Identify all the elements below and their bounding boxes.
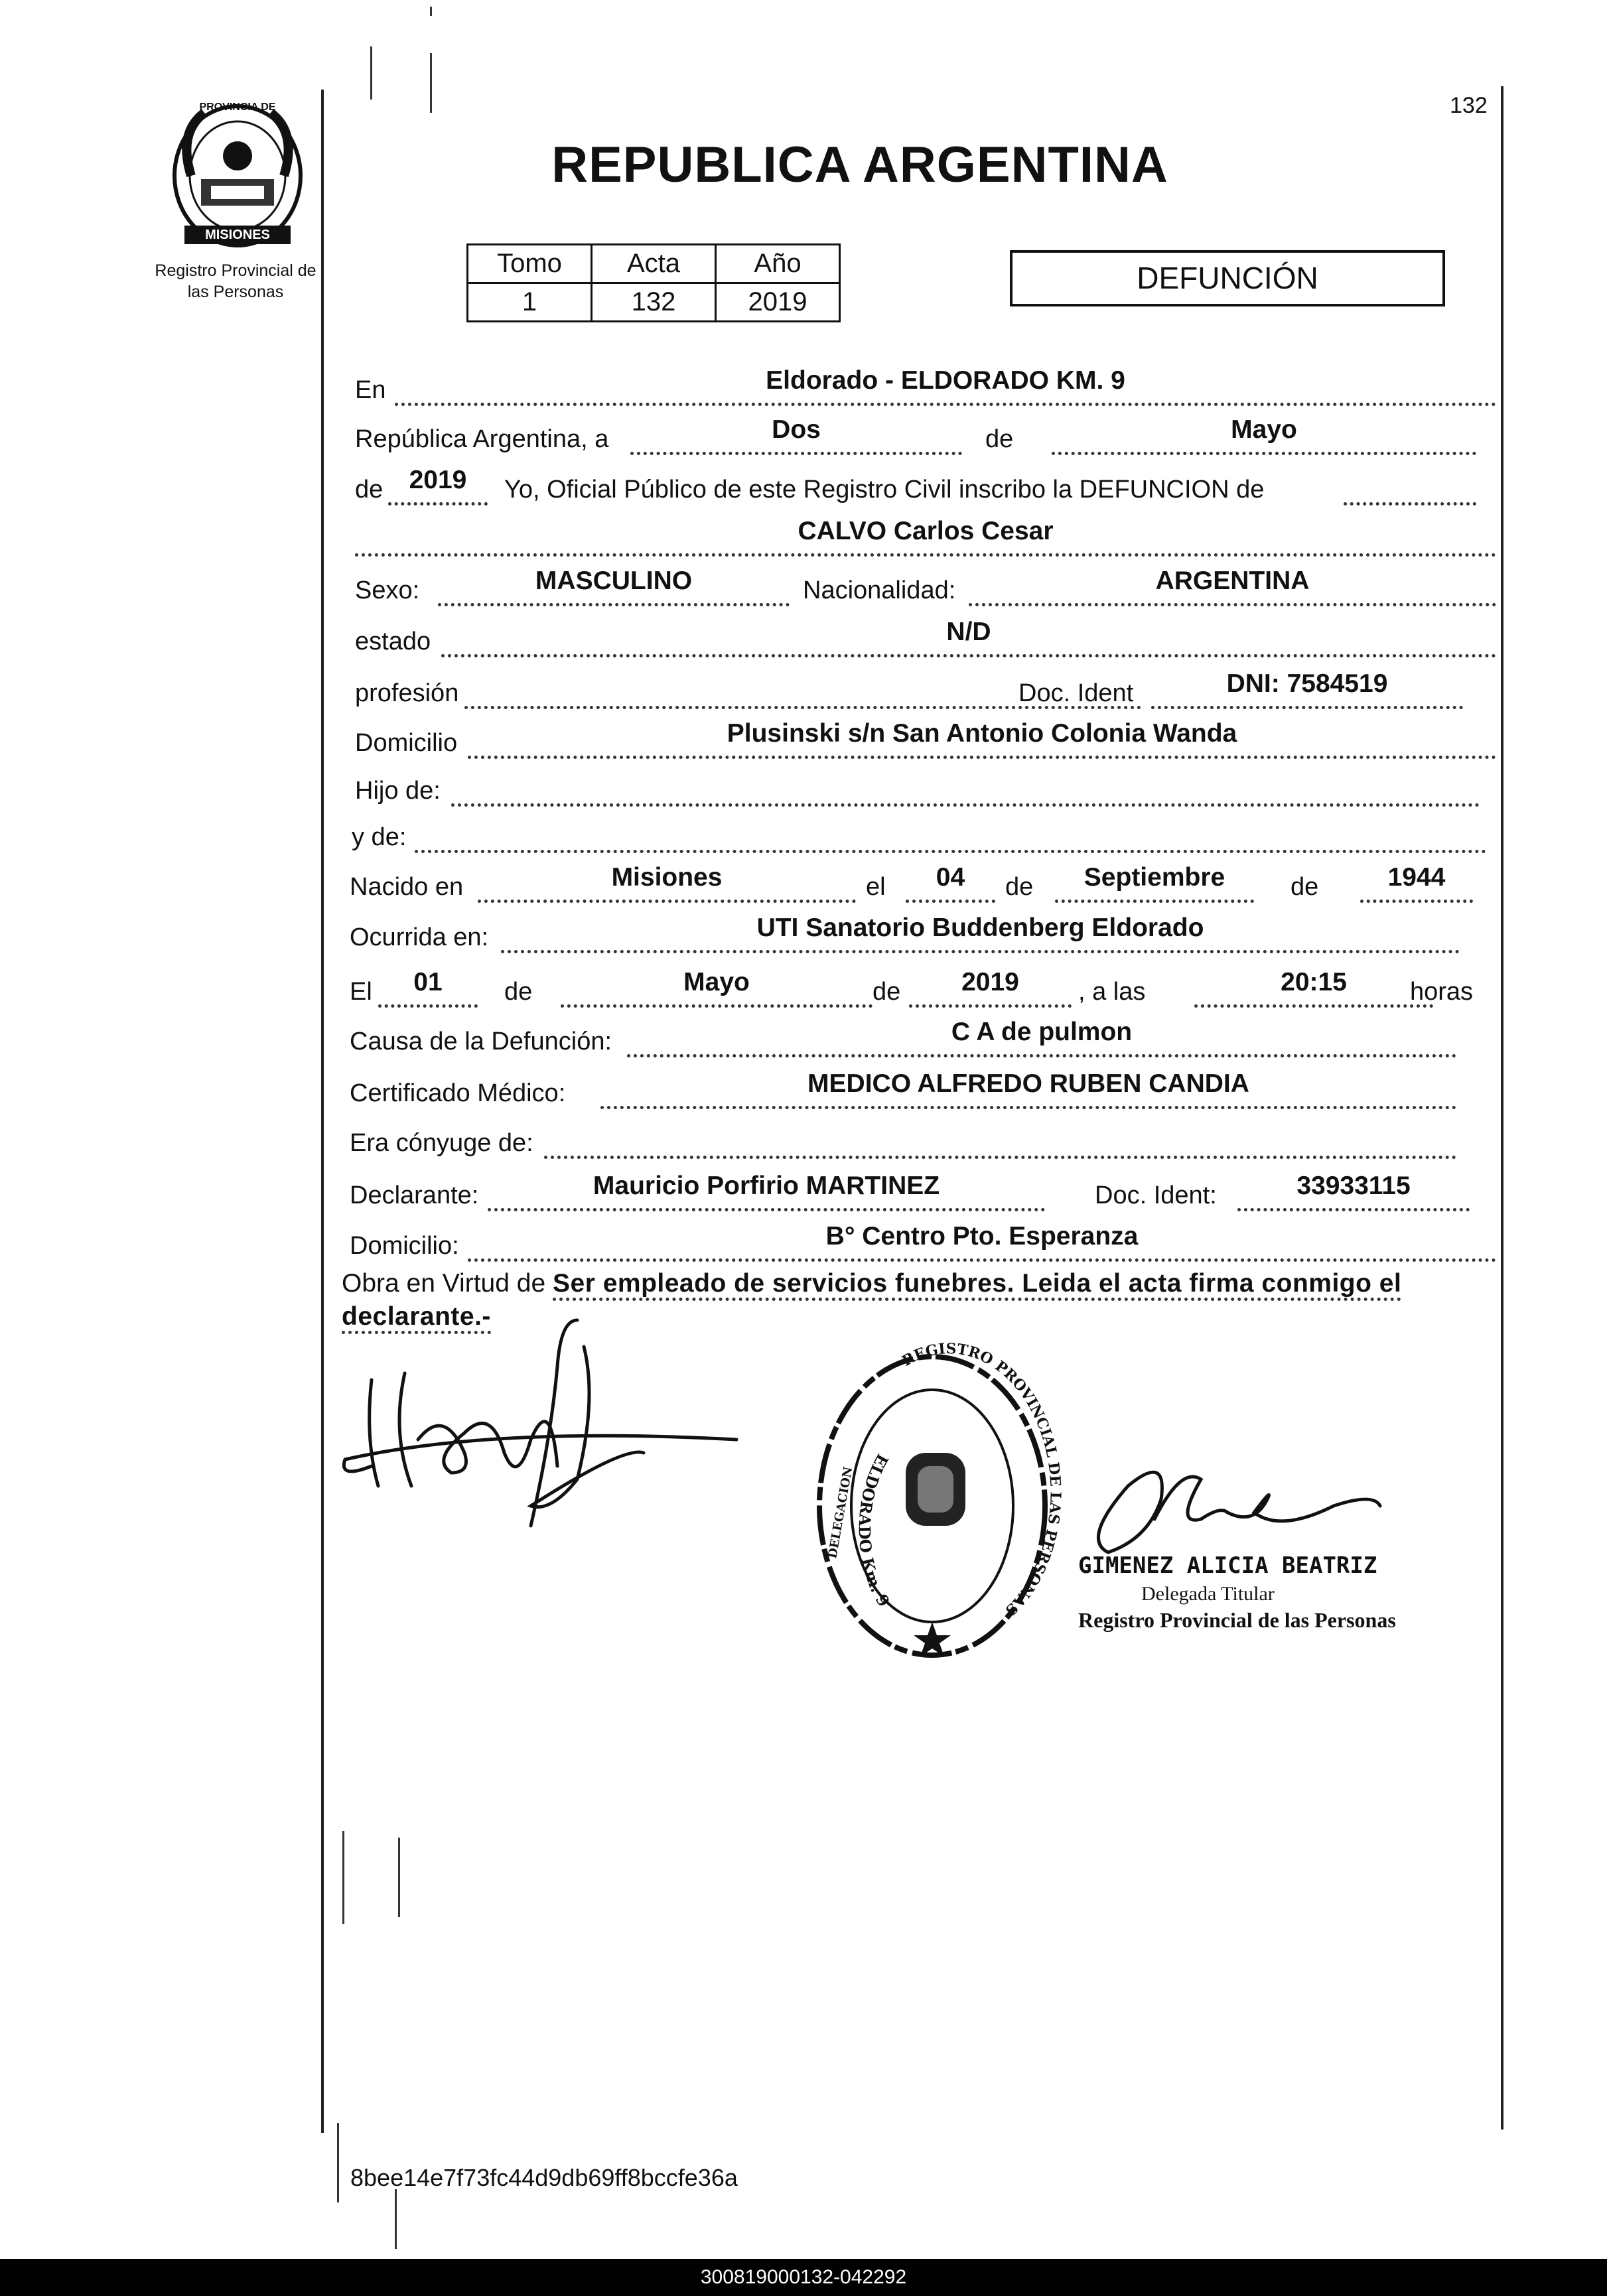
field-estado: N/D bbox=[441, 613, 1496, 657]
label-republica: República Argentina, a bbox=[355, 425, 609, 453]
label-sexo: Sexo: bbox=[355, 576, 420, 604]
label-doc-ident: Doc. Ident bbox=[1018, 679, 1134, 707]
label-domicilio: Domicilio bbox=[355, 729, 458, 757]
punch-mark bbox=[337, 2123, 339, 2202]
label-de: de bbox=[1291, 873, 1319, 901]
field-nombre: CALVO Carlos Cesar bbox=[355, 512, 1496, 557]
label-causa: Causa de la Defunción: bbox=[350, 1028, 612, 1055]
row-sexo bbox=[348, 564, 1496, 610]
row-fecha-muerte bbox=[348, 965, 1496, 1012]
label-de: de bbox=[985, 425, 1014, 453]
label-de: de bbox=[1005, 873, 1034, 901]
meta-header-acta: Acta bbox=[592, 245, 716, 283]
meta-header-anio: Año bbox=[716, 245, 840, 283]
label-a-las: , a las bbox=[1078, 978, 1146, 1006]
document-hash: 8bee14e7f73fc44d9db69ff8bccfe36a bbox=[350, 2164, 738, 2191]
row-hijo-de bbox=[348, 764, 1496, 811]
row-ocurrida bbox=[348, 911, 1496, 957]
field-blank bbox=[1344, 461, 1476, 506]
label-el-cap: El bbox=[350, 978, 372, 1006]
field-domicilio: Plusinski s/n San Antonio Colonia Wanda bbox=[468, 714, 1496, 759]
field-conyuge bbox=[544, 1114, 1456, 1159]
field-anio-inscripcion: 2019 bbox=[388, 461, 488, 506]
declarant-signature bbox=[332, 1307, 756, 1552]
field-nacionalidad: ARGENTINA bbox=[969, 562, 1496, 606]
row-conyuge bbox=[348, 1116, 1496, 1163]
field-ocurrida-en: UTI Sanatorio Buddenberg Eldorado bbox=[501, 909, 1460, 953]
punch-mark bbox=[430, 7, 432, 16]
official-block bbox=[1078, 1552, 1476, 1633]
meta-header-tomo: Tomo bbox=[468, 245, 592, 283]
field-y-de bbox=[415, 809, 1486, 853]
document-type-box: DEFUNCIÓN bbox=[1010, 250, 1445, 306]
field-declarante-doc: 33933115 bbox=[1237, 1167, 1470, 1211]
label-certificado: Certificado Médico: bbox=[350, 1079, 566, 1107]
row-nombre bbox=[348, 514, 1496, 561]
page-number: 132 bbox=[1450, 93, 1488, 118]
label-estado: estado bbox=[355, 628, 431, 655]
field-mes-inscripcion: Mayo bbox=[1052, 411, 1476, 455]
seal-top-text: PROVINCIA DE bbox=[199, 101, 276, 113]
label-domicilio-2: Domicilio: bbox=[350, 1232, 459, 1260]
label-y-de: y de: bbox=[352, 823, 407, 851]
footer-code-bar: 300819000132-042292 bbox=[0, 2259, 1607, 2296]
meta-value-acta: 132 bbox=[592, 283, 716, 322]
row-nacido bbox=[348, 860, 1496, 907]
registry-caption bbox=[133, 260, 338, 303]
row-estado bbox=[348, 615, 1496, 661]
page-title: REPUBLICA ARGENTINA bbox=[551, 137, 1168, 193]
label-nacido-en: Nacido en bbox=[350, 873, 464, 901]
meta-value-tomo: 1 bbox=[468, 283, 592, 322]
field-doc-ident: DNI: 7584519 bbox=[1151, 665, 1463, 709]
label-de: de bbox=[355, 476, 384, 504]
field-causa: C A de pulmon bbox=[627, 1013, 1456, 1057]
label-nacionalidad: Nacionalidad: bbox=[803, 576, 956, 604]
field-muerte-anio: 2019 bbox=[909, 963, 1072, 1008]
registry-caption-line-2: las Personas bbox=[187, 283, 284, 301]
seal-bottom-text: MISIONES bbox=[205, 228, 270, 242]
field-declarante-domicilio: B° Centro Pto. Esperanza bbox=[468, 1217, 1496, 1262]
field-hijo-de bbox=[451, 762, 1480, 807]
field-nacido-dia: 04 bbox=[906, 858, 995, 903]
field-lugar: Eldorado - ELDORADO KM. 9 bbox=[395, 362, 1496, 406]
right-margin-line bbox=[1501, 86, 1503, 2129]
label-obra: Obra en Virtud de bbox=[342, 1269, 546, 1298]
field-muerte-mes: Mayo bbox=[561, 963, 873, 1008]
row-domicilio-2 bbox=[348, 1219, 1496, 1266]
field-declarante: Mauricio Porfirio MARTINEZ bbox=[488, 1167, 1045, 1211]
field-muerte-dia: 01 bbox=[378, 963, 478, 1008]
official-office: Registro Provincial de las Personas bbox=[1078, 1608, 1396, 1632]
label-en: En bbox=[355, 376, 386, 404]
punch-mark bbox=[395, 2189, 397, 2249]
left-margin-line bbox=[321, 90, 324, 2133]
label-conyuge: Era cónyuge de: bbox=[350, 1129, 533, 1157]
field-muerte-hora: 20:15 bbox=[1194, 963, 1433, 1008]
field-sexo: MASCULINO bbox=[438, 562, 790, 606]
field-dia-inscripcion: Dos bbox=[630, 411, 962, 455]
record-meta-table bbox=[466, 243, 841, 322]
registry-caption-line-1: Registro Provincial de bbox=[155, 261, 316, 280]
label-el: el bbox=[866, 873, 886, 901]
label-yo-oficial: Yo, Oficial Público de este Registro Civil inscribo la DEFUNCION de bbox=[504, 476, 1265, 504]
row-republica bbox=[348, 413, 1496, 459]
row-anio-yo bbox=[348, 463, 1496, 509]
punch-mark bbox=[370, 46, 372, 100]
stamp-left-text: DELEGACION bbox=[825, 1465, 856, 1560]
svg-text:ELDORADO Km. 9 bbox=[855, 1451, 894, 1610]
label-profesion: profesión bbox=[355, 679, 459, 707]
label-de: de bbox=[504, 978, 533, 1006]
field-nacido-mes: Septiembre bbox=[1055, 858, 1254, 903]
row-causa bbox=[348, 1015, 1496, 1061]
punch-mark bbox=[342, 1831, 344, 1924]
meta-value-anio: 2019 bbox=[716, 283, 840, 322]
official-role: Delegada Titular bbox=[1141, 1583, 1275, 1605]
row-certificado bbox=[348, 1067, 1496, 1113]
field-nacido-en: Misiones bbox=[478, 858, 856, 903]
row-profesion bbox=[348, 667, 1496, 713]
stamp-outer-text: REGISTRO PROVINCIAL DE LAS PERSONAS bbox=[899, 1340, 1064, 1619]
label-hijo-de: Hijo de: bbox=[355, 777, 441, 805]
stamp-inner-text: ELDORADO Km. 9 bbox=[855, 1450, 894, 1610]
punch-mark bbox=[398, 1838, 400, 1917]
punch-mark bbox=[430, 53, 432, 113]
label-declarante: Declarante: bbox=[350, 1182, 479, 1209]
label-ocurrida-en: Ocurrida en: bbox=[350, 923, 489, 951]
label-de: de bbox=[873, 978, 901, 1006]
field-obra-text: Ser empleado de servicios funebres. Leida el acta firma conmigo el bbox=[553, 1269, 1401, 1301]
official-name: GIMENEZ ALICIA BEATRIZ bbox=[1078, 1552, 1377, 1579]
row-domicilio bbox=[348, 716, 1496, 763]
official-stamp bbox=[806, 1340, 1072, 1672]
field-obra-text-2: declarante.- bbox=[342, 1302, 491, 1334]
label-horas: horas bbox=[1410, 978, 1474, 1006]
row-y-de bbox=[348, 811, 1496, 857]
field-certificado: MEDICO ALFREDO RUBEN CANDIA bbox=[600, 1065, 1456, 1109]
label-doc-ident-2: Doc. Ident: bbox=[1095, 1182, 1217, 1209]
row-declarante bbox=[348, 1169, 1496, 1215]
field-nacido-anio: 1944 bbox=[1360, 858, 1473, 903]
row-en bbox=[348, 364, 1496, 410]
